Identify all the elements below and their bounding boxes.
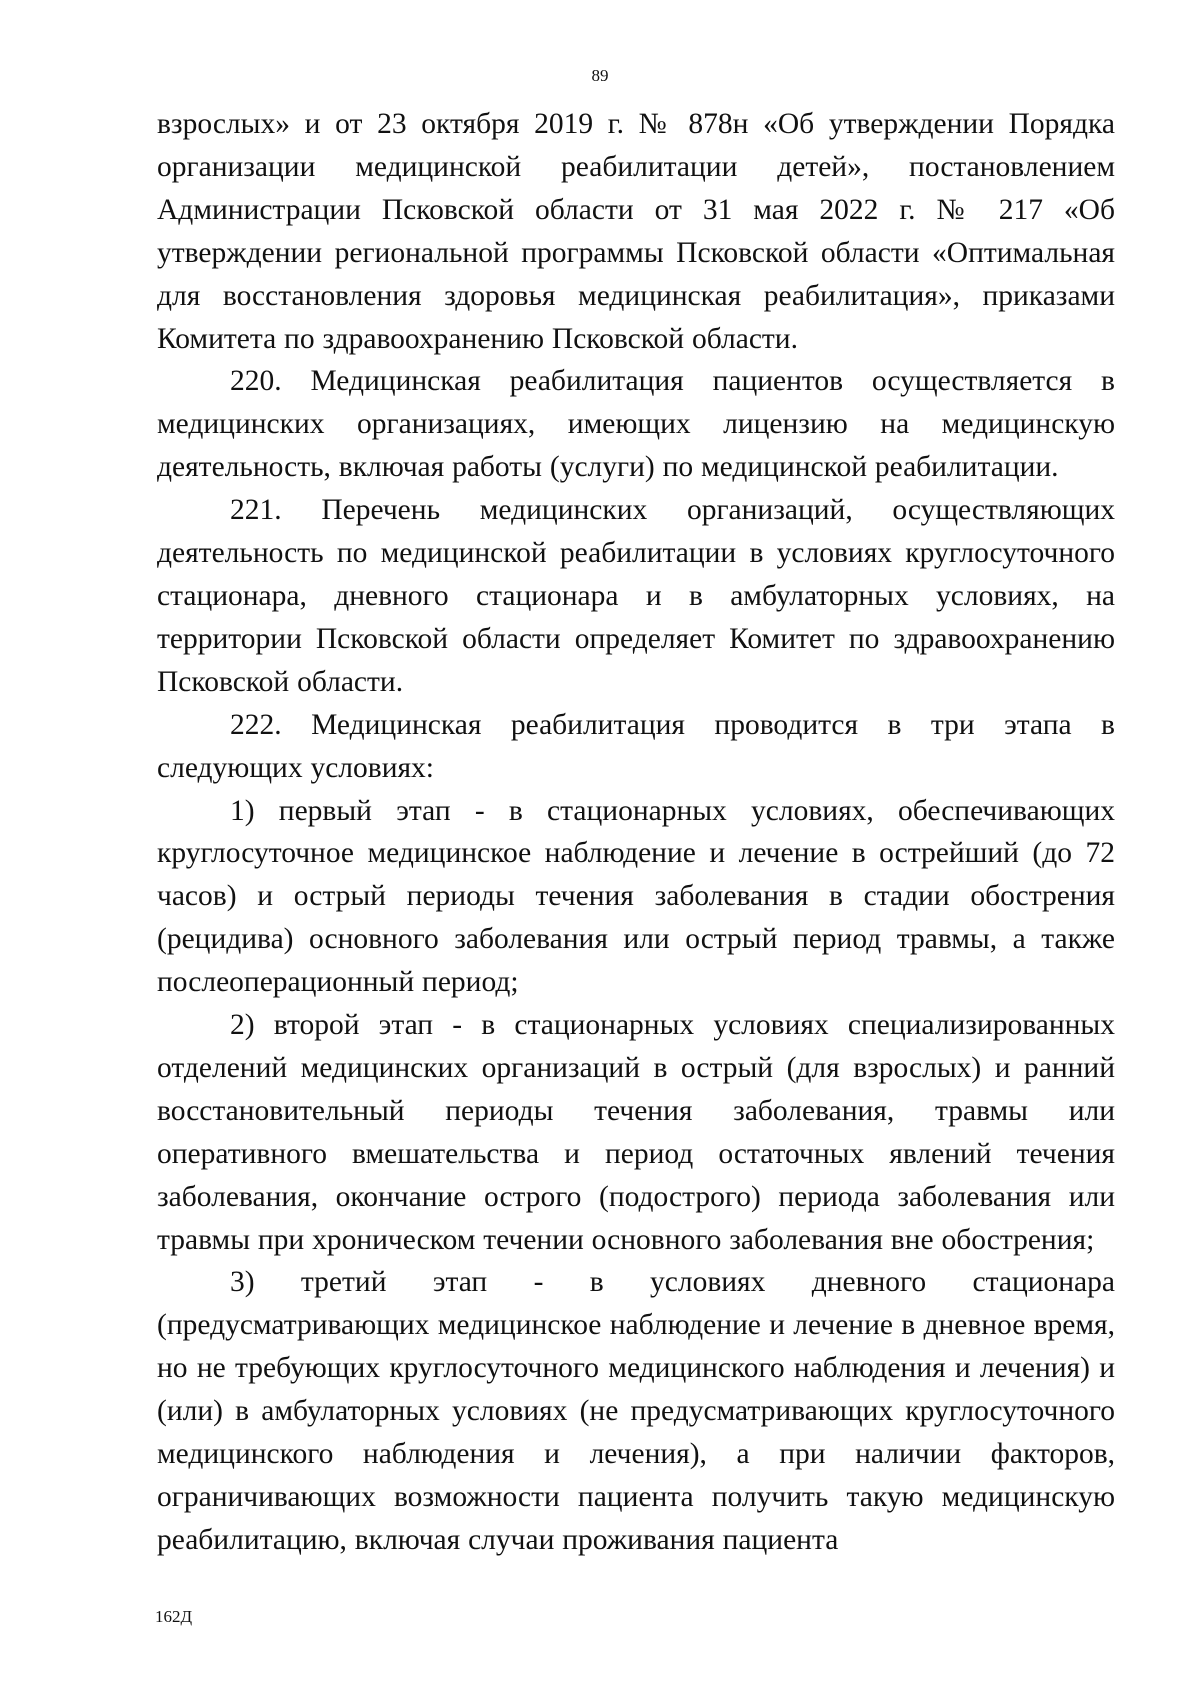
- paragraph-222: 222. Медицинская реабилитация проводится в три этапа в следующих условиях:: [157, 708, 1115, 784]
- paragraph-continuation: взрослых» и от 23 октября 2019 г. № 878н «Об утверждении Порядка организации медицинской реабилитации детей», постановлением Администрации Псковской области от 31 мая 2022 г. № 217 «Об утверждении региональной программы Псковской области «Оптимальная для восстановления здоровья медицинская реабилитация», приказами Комитета по здравоохранению Псковской области.: [157, 108, 1115, 355]
- list-item-stage-1: 1) первый этап - в стационарных условиях, обеспечивающих круглосуточное медицинское наблюдение и лечение в острейший (до 72 часов) и острый периоды течения заболевания в стадии обострения (рецидива) основного заболевания или острый период травмы, а также послеоперационный период;: [157, 794, 1115, 999]
- list-item-stage-3: 3) третий этап - в условиях дневного стационара (предусматривающих медицинское наблюдение и лечение в дневное время, но не требующих круглосуточного медицинского наблюдения и лечения) и (или) в амбулаторных условиях (не предусматривающих круглосуточного медицинского наблюдения и лечения), а при наличии факторов, ограничивающих возможности пациента получить такую медицинскую реабилитацию, включая случаи проживания пациента: [157, 1266, 1115, 1556]
- paragraph-221: 221. Перечень медицинских организаций, осуществляющих деятельность по медицинской реабилитации в условиях круглосуточного стационара, дневного стационара и в амбулаторных условиях, на территории Псковской области определяет Комитет по здравоохранению Псковской области.: [157, 494, 1115, 698]
- list-item-stage-2: 2) второй этап - в стационарных условиях специализированных отделений медицинских организаций в острый (для взрослых) и ранний восстановительный периоды течения заболевания, травмы или оперативного вмешательства и период остаточных явлений течения заболевания, окончание острого (подострого) периода заболевания или травмы при хроническом течении основного заболевания вне обострения;: [157, 1009, 1115, 1256]
- footer-document-code: 162Д: [155, 1607, 193, 1626]
- document-body: [157, 103, 1115, 1562]
- page-number: 89: [591, 66, 609, 85]
- paragraph-220: 220. Медицинская реабилитация пациентов осуществляется в медицинских организациях, имеющих лицензию на медицинскую деятельность, включая работы (услуги) по медицинской реабилитации.: [157, 365, 1115, 484]
